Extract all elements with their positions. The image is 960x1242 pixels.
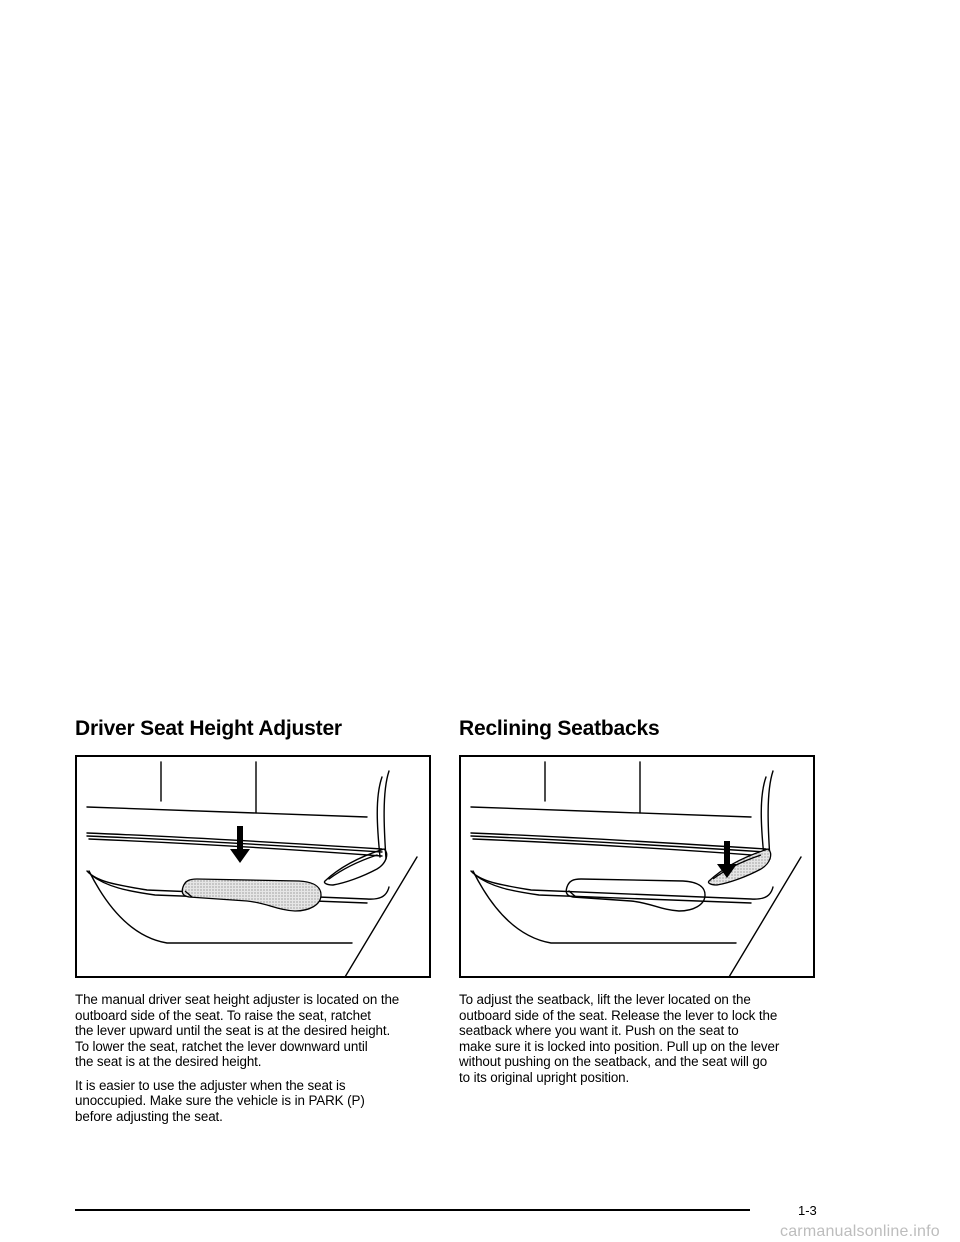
section-reclining-seatbacks xyxy=(459,716,815,1093)
paragraph: To adjust the seatback, lift the lever located on the outboard side of the seat. Release the lever to lock the seatback where you want it. Push on the seat to make sure it is locked into position. Pull up on the lever without pushing on the seatback, and the seat will go to its original upright position. xyxy=(459,992,780,1085)
paragraph: The manual driver seat height adjuster is located on the outboard side of the seat. To raise the seat, ratchet the lever upward until the seat is at the desired height. To lower the seat, ratchet the lever downward until the seat is at the desired height. xyxy=(75,992,400,1069)
section-title: Driver Seat Height Adjuster xyxy=(75,717,342,740)
footer-rule xyxy=(75,1209,750,1211)
recline-lever-illustration xyxy=(459,755,815,978)
watermark: carmanualsonline.info xyxy=(780,1223,940,1240)
section-driver-seat-height xyxy=(75,716,431,1132)
section-title: Reclining Seatbacks xyxy=(459,717,660,740)
seat-height-lever-illustration xyxy=(75,755,431,978)
page-number: 1-3 xyxy=(798,1203,817,1218)
paragraph: It is easier to use the adjuster when the seat is unoccupied. Make sure the vehicle is in PARK (P) before adjusting the seat. xyxy=(75,1077,365,1124)
